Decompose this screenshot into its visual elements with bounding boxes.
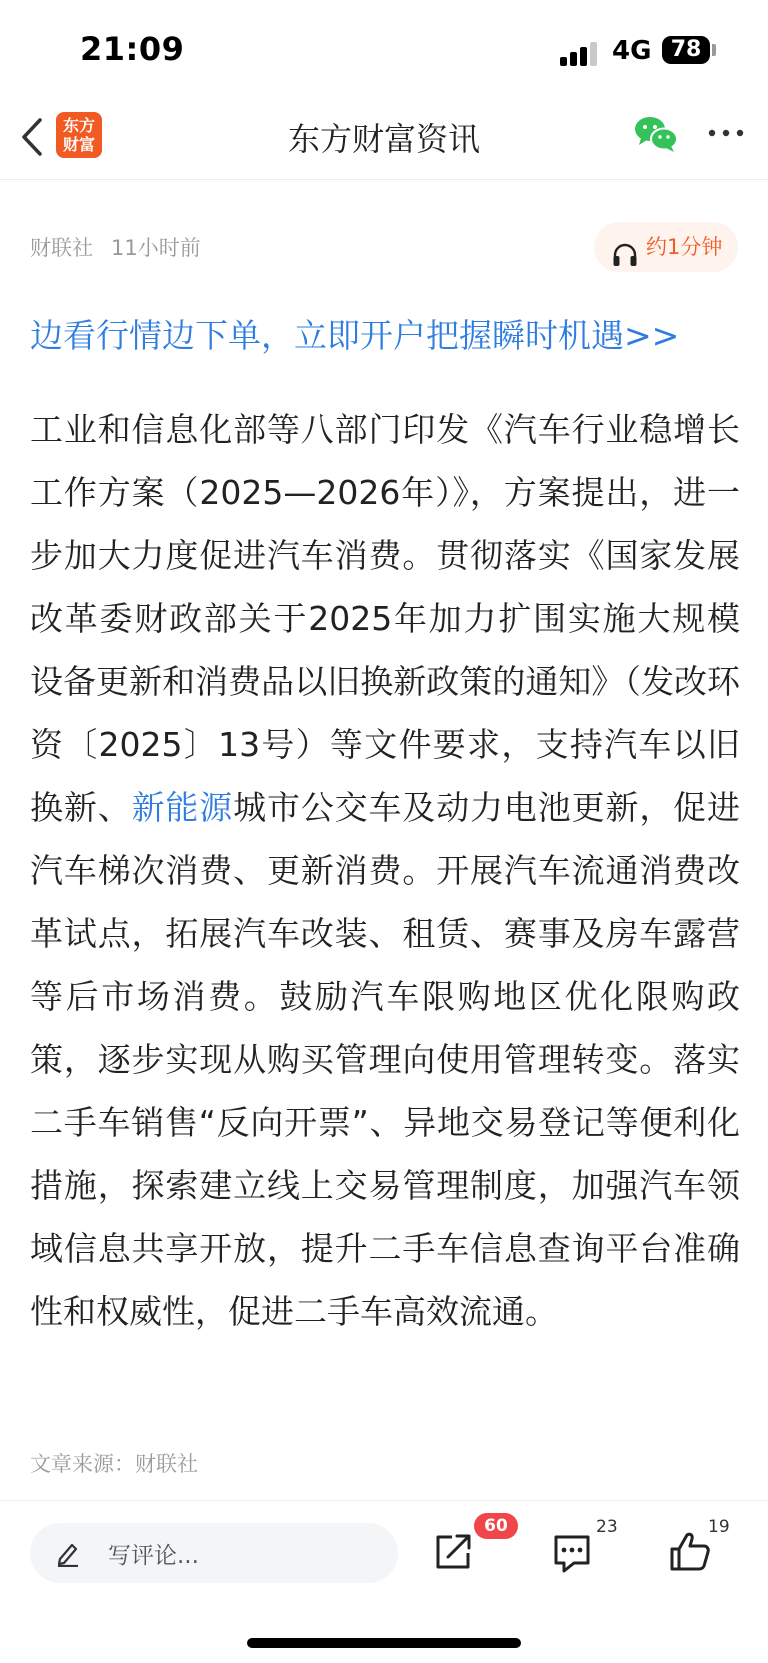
home-indicator[interactable] (247, 1638, 521, 1648)
battery-icon: 78 (662, 36, 710, 64)
new-energy-link[interactable]: 新能源 (131, 788, 234, 827)
status-bar (0, 0, 768, 100)
article-meta (30, 232, 201, 262)
article-time: 11小时前 (111, 236, 201, 260)
bottom-bar (0, 1500, 768, 1620)
article-source-line: 文章来源：财联社 (30, 1452, 198, 1476)
comment-placeholder: 写评论... (108, 1543, 199, 1569)
nav-bar (0, 100, 768, 180)
article-text-part2: 城市公交车及动力电池更新，促进汽车梯次消费、更新消费。开展汽车流通消费改革试点，拓展汽车改装、租赁、赛事及房车露营等后市场消费。鼓励汽车限购地区优化限购政策，逐步实现从购买管理向使用管理转变。落实二手车销售“反向开票”、异地交易登记等便利化措施，探索建立线上交易管理制度，加强汽车领域信息共享开放，提升二手车信息查询平台准确性和权威性，促进二手车高效流通。 (30, 788, 741, 1331)
article-source: 财联社 (30, 236, 93, 260)
network-type: 4G (612, 36, 652, 66)
page-title: 东方财富资讯 (287, 120, 480, 158)
like-count: 19 (708, 1517, 730, 1537)
more-icon[interactable] (704, 118, 748, 148)
battery-cap (712, 44, 716, 56)
signal-icon (560, 40, 600, 66)
thumbs-up-icon[interactable] (668, 1529, 712, 1575)
listen-audio-button[interactable] (594, 222, 738, 272)
comment-input[interactable] (30, 1523, 398, 1583)
app-logo[interactable]: 东方财富 (56, 112, 102, 158)
article-body (30, 398, 740, 1343)
share-count-badge: 60 (474, 1513, 518, 1539)
comment-count: 23 (596, 1517, 618, 1537)
comment-icon[interactable] (550, 1531, 594, 1575)
wechat-icon[interactable] (634, 114, 678, 154)
headphone-icon (612, 235, 638, 259)
open-account-link[interactable]: 边看行情边下单，立即开户把握瞬时机遇>> (30, 316, 680, 355)
audio-duration: 约1分钟 (646, 235, 723, 259)
share-icon[interactable] (430, 1529, 476, 1575)
pen-icon (54, 1539, 82, 1567)
article-text-part1: 工业和信息化部等八部门印发《汽车行业稳增长工作方案（2025—2026年）》，方案提出，进一步加大力度促进汽车消费。贯彻落实《国家发展改革委财政部关于2025年加力扩围实施大规模设备更新和消费品以旧换新政策的通知》（发改环资〔2025〕13号）等文件要求，支持汽车以旧换新、 (30, 410, 740, 827)
status-time: 21:09 (80, 30, 185, 68)
